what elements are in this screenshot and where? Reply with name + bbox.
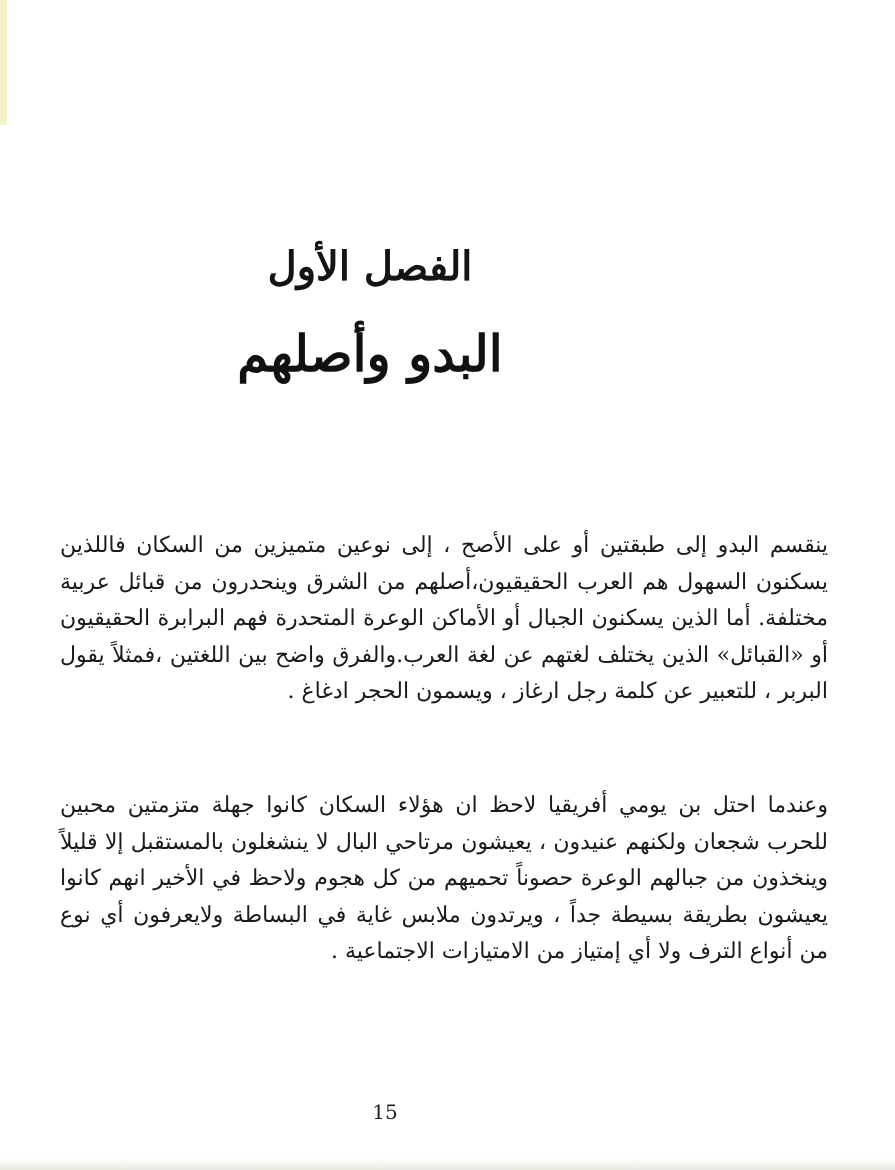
chapter-title: البدو وأصلهم [237, 324, 503, 383]
scan-edge-bottom [0, 1158, 895, 1170]
body-paragraph-1: ينقسم البدو إلى طبقتين أو على الأصح ، إلى نوعين متميزين من السكان فاللذين يسكنون السهول هم العرب الحقيقيون،أصلهم من الشرق وينحدرون من قبائل عربية مختلفة. أما الذين يسكنون الجبال أو الأماكن الوعرة المتحدرة فهم البرابرة الحقيقيون أو «القبائل» الذين يختلف لغتهم عن لغة العرب.والفرق واضح بين اللغتين ،فمثلاً يقول البربر ، للتعبير عن كلمة رجل ارغاز ، ويسمون الحجر ادغاغ . [60, 533, 828, 704]
chapter-heading: الفصل الأول [267, 243, 473, 290]
page-number: 15 [372, 1100, 398, 1124]
body-paragraph-2: وعندما احتل بن يومي أفريقيا لاحظ ان هؤلاء السكان كانوا جهلة متزمتين محبين للحرب شجعان ولكنهم عنيدون ، يعيشون مرتاحي البال لا ينشغلون بالمستقبل إلا قليلاً وينخذون من جبالهم الوعرة حصوناً تحميهم من كل هجوم ولاحظ في الأخير انهم كانوا يعيشون بطريقة بسيطة جداً ، ويرتدون ملابس غاية في البساطة ولايعرفون أي نوع من أنواع الترف ولا أي إمتياز من الامتيازات الاجتماعية . [60, 793, 828, 964]
